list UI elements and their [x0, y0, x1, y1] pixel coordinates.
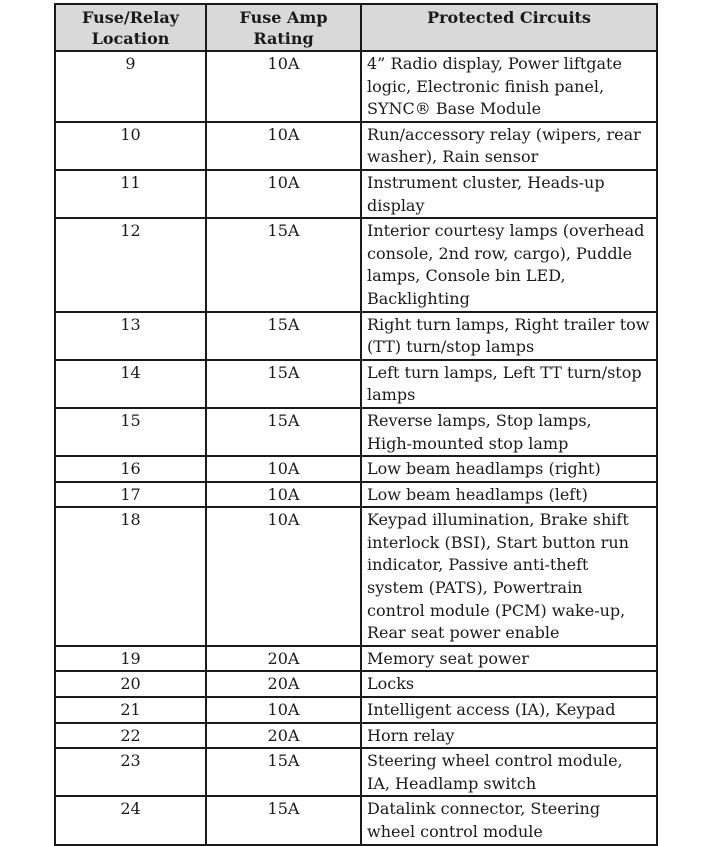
header-line: Protected Circuits — [427, 8, 591, 27]
circuit-line: Datalink connector, Steering — [367, 799, 601, 819]
circuit-line: lamps, Console bin LED, — [367, 266, 566, 286]
table-row — [55, 697, 657, 723]
circuit-line: washer), Rain sensor — [367, 147, 539, 167]
circuit-line: Low beam headlamps (left) — [367, 484, 588, 504]
fuse-amp-rating: 15A — [206, 312, 361, 360]
table-row — [55, 748, 657, 796]
circuit-line: wheel control module — [367, 822, 543, 841]
fuse-location: 15 — [55, 408, 206, 456]
protected-circuits — [361, 507, 657, 646]
fuse-amp-rating: 10A — [206, 507, 361, 646]
fuse-amp-rating: 15A — [206, 748, 361, 796]
fuse-location: 24 — [55, 796, 206, 844]
circuit-line: Interior courtesy lamps (overhead — [367, 221, 645, 241]
circuit-line: Steering wheel control module, — [367, 751, 623, 771]
protected-circuits — [361, 456, 657, 482]
fuse-location: 13 — [55, 312, 206, 360]
fuse-location: 10 — [55, 122, 206, 170]
header-location — [55, 4, 206, 51]
table-row — [55, 796, 657, 844]
circuit-line: Run/accessory relay (wipers, rear — [367, 124, 641, 144]
table-row — [55, 360, 657, 408]
fuse-location: 14 — [55, 360, 206, 408]
circuit-line: (TT) turn/stop lamps — [367, 337, 535, 357]
fuse-amp-rating: 10A — [206, 51, 361, 122]
header-line: Location — [91, 29, 170, 48]
table-header — [55, 4, 657, 51]
protected-circuits — [361, 646, 657, 672]
fuse-amp-rating: 10A — [206, 697, 361, 723]
circuit-line: Backlighting — [367, 288, 470, 308]
fuse-location: 11 — [55, 170, 206, 218]
circuit-line: Locks — [367, 674, 415, 694]
circuit-line: Reverse lamps, Stop lamps, — [367, 410, 592, 430]
protected-circuits — [361, 170, 657, 218]
fuse-amp-rating: 20A — [206, 671, 361, 697]
circuit-line: Rear seat power enable — [367, 623, 560, 643]
fuse-table — [54, 3, 658, 846]
fuse-amp-rating: 10A — [206, 482, 361, 508]
table-row — [55, 218, 657, 311]
protected-circuits — [361, 671, 657, 697]
table-row — [55, 408, 657, 456]
header-line: Rating — [253, 29, 314, 48]
header-circuits — [361, 4, 657, 51]
circuit-line: Left turn lamps, Left TT turn/stop — [367, 362, 642, 382]
fuse-location: 21 — [55, 697, 206, 723]
fuse-location: 22 — [55, 723, 206, 749]
fuse-amp-rating: 20A — [206, 646, 361, 672]
header-line: Fuse Amp — [239, 8, 328, 27]
protected-circuits — [361, 122, 657, 170]
header-amp — [206, 4, 361, 51]
circuit-line: 4” Radio display, Power liftgate — [367, 54, 622, 73]
protected-circuits — [361, 482, 657, 508]
circuit-line: Intelligent access (IA), Keypad — [367, 700, 616, 720]
circuit-line: IA, Headlamp switch — [367, 773, 537, 793]
protected-circuits — [361, 796, 657, 844]
circuit-line: logic, Electronic finish panel, — [367, 76, 605, 96]
table-row — [55, 170, 657, 218]
circuit-line: High-mounted stop lamp — [367, 433, 569, 453]
fuse-amp-rating: 15A — [206, 408, 361, 456]
protected-circuits — [361, 360, 657, 408]
fuse-location: 20 — [55, 671, 206, 697]
circuit-line: interlock (BSI), Start button run — [367, 532, 629, 552]
circuit-line: display — [367, 195, 425, 215]
header-row — [55, 4, 657, 51]
table-row — [55, 723, 657, 749]
fuse-location: 17 — [55, 482, 206, 508]
fuse-amp-rating: 10A — [206, 122, 361, 170]
table-row — [55, 456, 657, 482]
protected-circuits — [361, 51, 657, 122]
protected-circuits — [361, 312, 657, 360]
circuit-line: Instrument cluster, Heads-up — [367, 172, 605, 192]
circuit-line: Horn relay — [367, 725, 455, 745]
header-line: Fuse/Relay — [82, 8, 179, 27]
protected-circuits — [361, 408, 657, 456]
fuse-amp-rating: 15A — [206, 218, 361, 311]
circuit-line: control module (PCM) wake-up, — [367, 600, 626, 620]
circuit-line: Right turn lamps, Right trailer tow — [367, 314, 650, 334]
fuse-amp-rating: 10A — [206, 170, 361, 218]
protected-circuits — [361, 723, 657, 749]
table-body — [55, 51, 657, 845]
fuse-amp-rating: 15A — [206, 360, 361, 408]
fuse-location: 19 — [55, 646, 206, 672]
fuse-location: 12 — [55, 218, 206, 311]
protected-circuits — [361, 697, 657, 723]
fuse-location: 16 — [55, 456, 206, 482]
fuse-location: 9 — [55, 51, 206, 122]
table-row — [55, 51, 657, 122]
circuit-line: Memory seat power — [367, 648, 529, 668]
circuit-line: Low beam headlamps (right) — [367, 459, 601, 479]
table-row — [55, 482, 657, 508]
circuit-line: lamps — [367, 385, 416, 405]
table-row — [55, 671, 657, 697]
fuse-amp-rating: 20A — [206, 723, 361, 749]
circuit-line: SYNC® Base Module — [367, 99, 542, 119]
circuit-line: Keypad illumination, Brake shift — [367, 510, 629, 530]
table-row — [55, 122, 657, 170]
fuse-amp-rating: 10A — [206, 456, 361, 482]
circuit-line: console, 2nd row, cargo), Puddle — [367, 243, 633, 263]
table-row — [55, 507, 657, 646]
protected-circuits — [361, 218, 657, 311]
protected-circuits — [361, 748, 657, 796]
table-row — [55, 646, 657, 672]
table-row — [55, 312, 657, 360]
circuit-line: system (PATS), Powertrain — [367, 578, 583, 598]
fuse-location: 18 — [55, 507, 206, 646]
circuit-line: indicator, Passive anti-theft — [367, 555, 589, 575]
fuse-location: 23 — [55, 748, 206, 796]
fuse-amp-rating: 15A — [206, 796, 361, 844]
